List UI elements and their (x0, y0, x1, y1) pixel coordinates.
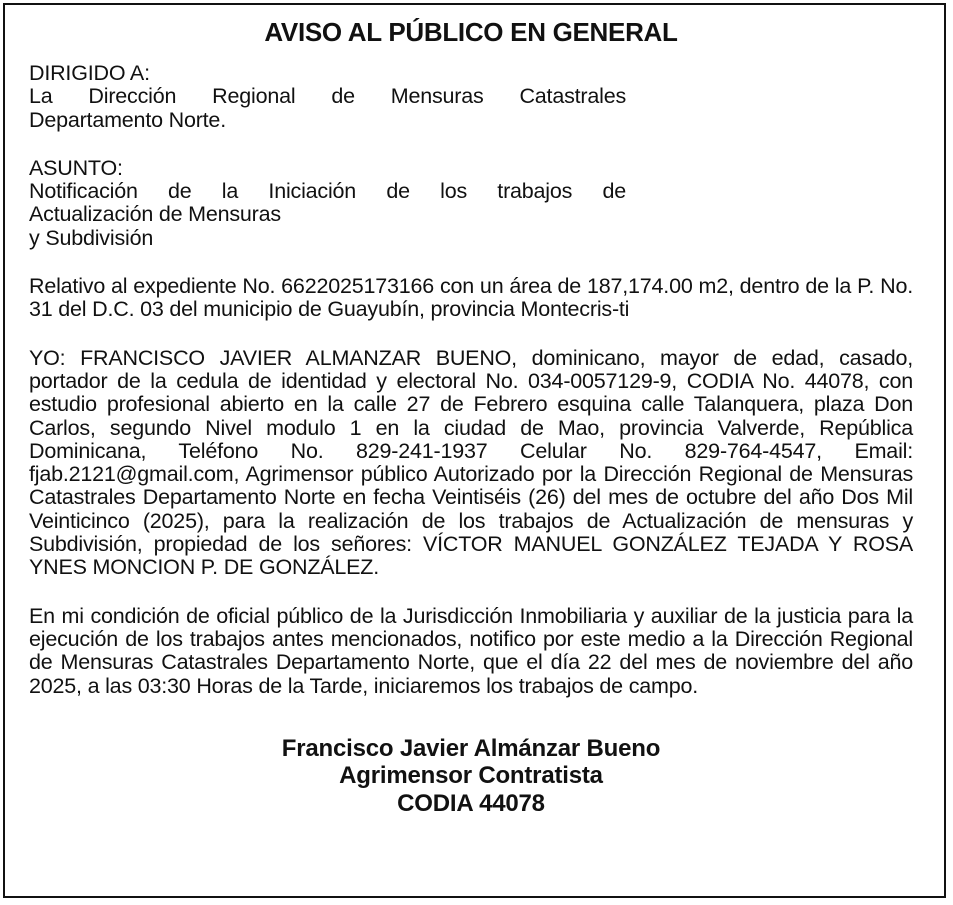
yo-paragraph: YO: FRANCISCO JAVIER ALMANZAR BUENO, dominicano, mayor de edad, casado, portador de la cedula de identidad y electoral No. 034-0057129-9, CODIA No. 44078, con estudio profesional abierto en la calle 27 de Febrero esquina calle Talanquera, plaza Don Carlos, segundo Nivel modulo 1 en la ciudad de Mao, provincia Valverde, República Dominicana, Teléfono No. 829-241-1937 Celular No. 829-764-4547, Email: fjab.2121@gmail.com, Agrimensor público Autorizado por la Dirección Regional de Mensuras Catastrales Departamento Norte en fecha Veintiséis (26) del mes de octubre del año Dos Mil Veinticinco (2025), para la realización de los trabajos de Actualización de mensuras y Subdivisión, propiedad de los señores: VÍCTOR MANUEL GONZÁLEZ TEJADA Y ROSA YNES MONCION P. DE GONZÁLEZ. (29, 345, 913, 580)
dirigido-section (29, 62, 913, 132)
signature-role: Agrimensor Contratista (339, 762, 603, 790)
condicion-paragraph: En mi condición de oficial público de la Jurisdicción Inmobiliaria y auxiliar de la justicia para la ejecución de los trabajos antes mencionados, notifico por este medio a la Dirección Regional de Mensuras Catastrales Departamento Norte, que el día 22 del mes de noviembre del año 2025, a las 03:30 Horas de la Tarde, iniciaremos los trabajos de campo. (29, 603, 913, 698)
notice-title: AVISO AL PÚBLICO EN GENERAL (264, 17, 678, 47)
signature-block (29, 735, 913, 818)
asunto-value-line2: Actualización de Mensuras (29, 202, 281, 227)
signature-name: Francisco Javier Almánzar Bueno (281, 734, 661, 762)
asunto-value-line3: y Subdivisión (29, 225, 154, 250)
asunto-label: ASUNTO: (29, 155, 123, 180)
dirigido-value-line2: Departamento Norte. (29, 107, 226, 132)
asunto-section (29, 157, 913, 250)
public-notice (3, 3, 946, 898)
dirigido-label: DIRIGIDO A: (29, 61, 150, 85)
signature-codia: CODIA 44078 (397, 789, 545, 817)
asunto-value-line1: Notificación de la Iniciación de los trabajos de (29, 179, 626, 204)
dirigido-value-line1: La Dirección Regional de Mensuras Catastrales (29, 84, 626, 109)
relativo-paragraph: Relativo al expediente No. 6622025173166 con un área de 187,174.00 m2, dentro de la P. No. 31 del D.C. 03 del municipio de Guayubín, provincia Montecris-ti (29, 274, 913, 322)
